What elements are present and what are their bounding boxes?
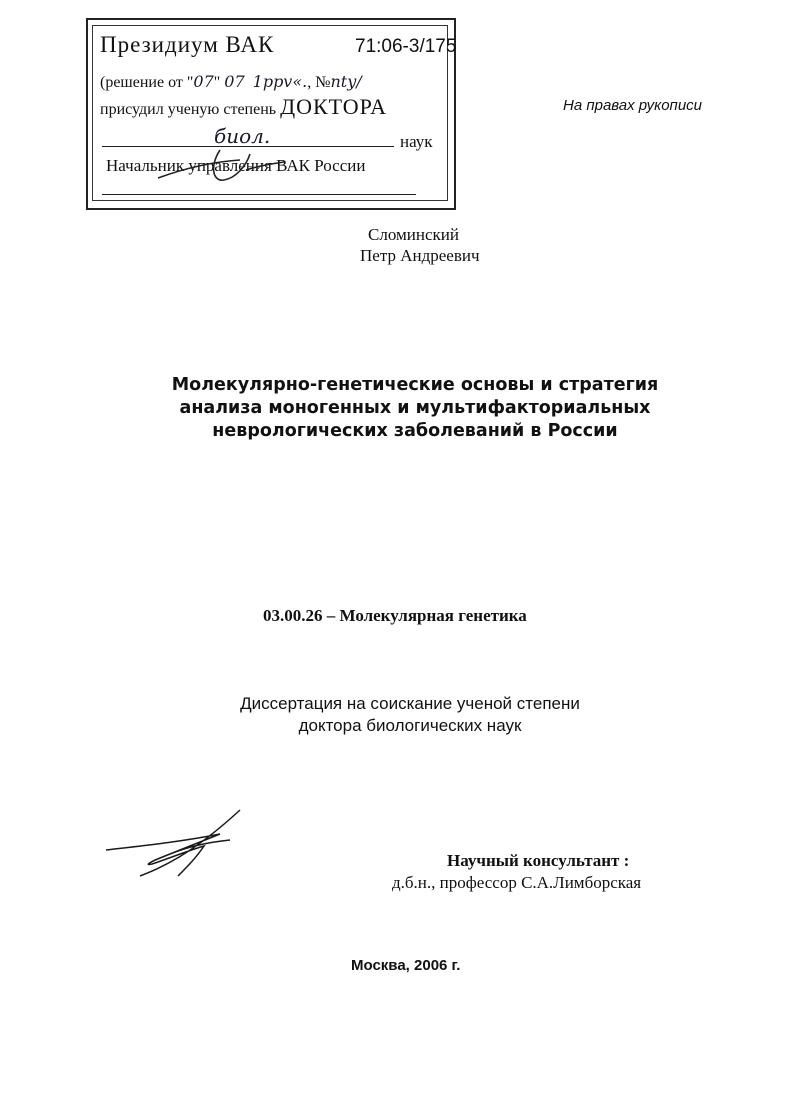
stamp-awarded-line bbox=[100, 94, 387, 120]
stamp-decision-no-label: , № bbox=[307, 74, 331, 91]
specialty-code: 03.00.26 – Молекулярная генетика bbox=[263, 606, 527, 625]
degree-statement-line-2: доктора биологических наук bbox=[298, 716, 522, 735]
stamp-decision-month: 07 bbox=[224, 72, 245, 91]
stamp-field-hand: биол. bbox=[214, 124, 271, 148]
stamp-degree: ДОКТОРА bbox=[280, 94, 387, 119]
dissertation-title bbox=[110, 374, 720, 443]
stamp-awarded-label: присудил ученую степень bbox=[100, 101, 277, 118]
title-line-3: неврологических заболеваний в России bbox=[212, 421, 618, 441]
consultant-label: Научный консультант : bbox=[447, 851, 630, 870]
stamp-chief: Начальник управления ВАК России bbox=[106, 156, 366, 175]
manuscript-rights-note: На правах рукописи bbox=[563, 97, 702, 114]
title-line-2: анализа моногенных и мультифакториальных bbox=[179, 398, 651, 418]
degree-statement-line-1: Диссертация на соискание ученой степени bbox=[240, 694, 580, 713]
stamp-signature-underline bbox=[102, 194, 416, 195]
document-code: 71:06-3/175 bbox=[355, 36, 457, 57]
stamp-title: Президиум ВАК bbox=[100, 32, 275, 57]
author-signature bbox=[100, 806, 250, 886]
author-block bbox=[360, 224, 480, 266]
degree-statement bbox=[200, 693, 620, 737]
stamp-decision-prefix: (решение от " bbox=[100, 74, 194, 91]
stamp-decision-sep: " bbox=[213, 74, 221, 91]
stamp-signature-mark bbox=[150, 140, 290, 190]
stamp-field-suffix: наук bbox=[400, 132, 433, 151]
author-name: Петр Андреевич bbox=[360, 246, 480, 265]
stamp-decision-year: 1ppv«. bbox=[252, 72, 308, 91]
consultant-name: д.б.н., профессор С.А.Лимборская bbox=[392, 873, 642, 892]
stamp-decision-day: 07 bbox=[193, 72, 214, 91]
stamp-decision-number: nty/ bbox=[330, 72, 362, 91]
author-surname: Сломинский bbox=[368, 225, 459, 244]
city-year: Москва, 2006 г. bbox=[351, 957, 461, 974]
stamp-decision-line bbox=[100, 72, 362, 92]
title-line-1: Молекулярно-генетические основы и стратегия bbox=[171, 375, 659, 395]
